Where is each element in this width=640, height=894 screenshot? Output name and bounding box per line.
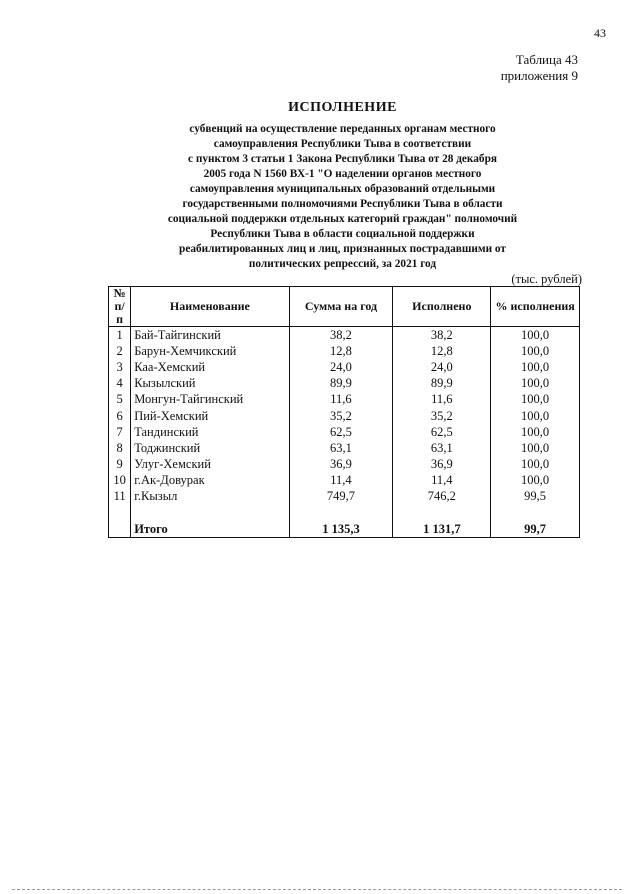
table-row [109, 457, 580, 473]
table-row [109, 473, 580, 489]
page-footer-divider [12, 889, 622, 890]
row-plan: 11,4 [289, 473, 393, 489]
subtitle-line: Республики Тыва в области социальной поддержки [210, 228, 475, 240]
row-num: 5 [109, 392, 131, 408]
table-row [109, 424, 580, 440]
row-pct: 100,0 [491, 343, 580, 359]
subtitle-line: политических репрессий, за 2021 год [248, 258, 437, 270]
total-num [109, 521, 131, 538]
row-pct: 100,0 [491, 473, 580, 489]
row-num: 2 [109, 343, 131, 359]
units-label: (тыс. рублей) [511, 272, 582, 286]
row-name: Улуг-Хемский [131, 457, 289, 473]
document-subtitle [0, 122, 640, 272]
document-title: ИСПОЛНЕНИЕ [288, 100, 397, 115]
execution-table [108, 286, 580, 538]
row-plan: 749,7 [289, 489, 393, 505]
table-reference [501, 52, 578, 84]
row-plan: 24,0 [289, 359, 393, 375]
row-num: 11 [109, 489, 131, 505]
table-row [109, 392, 580, 408]
table-row [109, 359, 580, 375]
header-name: Наименование [131, 287, 289, 327]
table-row [109, 343, 580, 359]
table-row [109, 376, 580, 392]
row-num: 10 [109, 473, 131, 489]
row-plan: 11,6 [289, 392, 393, 408]
row-done: 11,6 [393, 392, 491, 408]
row-done: 24,0 [393, 359, 491, 375]
row-name: г.Ак-Довурак [131, 473, 289, 489]
row-num: 9 [109, 457, 131, 473]
subtitle-line: с пунктом 3 статьи 1 Закона Республики Тыва от 28 декабря [188, 153, 497, 165]
row-pct: 100,0 [491, 440, 580, 456]
subtitle-line: 2005 года N 1560 ВХ-1 "О наделении органов местного [203, 168, 482, 180]
total-pct: 99,7 [491, 521, 580, 538]
subtitle-line: социальной поддержки отдельных категорий граждан" полномочий [167, 213, 518, 225]
row-done: 62,5 [393, 424, 491, 440]
table-header-row [109, 287, 580, 327]
subtitle-line: реабилитированных лиц и лиц, признанных пострадавшими от [179, 243, 506, 255]
page-number: 43 [594, 26, 606, 40]
subtitle-line: самоуправления Республики Тыва в соответствии [213, 138, 472, 150]
row-plan: 38,2 [289, 327, 393, 344]
row-num: 7 [109, 424, 131, 440]
row-pct: 100,0 [491, 327, 580, 344]
row-name: Бай-Тайгинский [131, 327, 289, 344]
row-plan: 36,9 [289, 457, 393, 473]
table-ref-line-2: приложения 9 [500, 68, 578, 83]
row-done: 38,2 [393, 327, 491, 344]
row-done: 89,9 [393, 376, 491, 392]
total-done: 1 131,7 [393, 521, 491, 538]
row-pct: 100,0 [491, 408, 580, 424]
row-name: Пий-Хемский [131, 408, 289, 424]
row-name: Кызылский [131, 376, 289, 392]
header-done: Исполнено [393, 287, 491, 327]
row-done: 36,9 [393, 457, 491, 473]
table-total-row [109, 521, 580, 538]
row-plan: 63,1 [289, 440, 393, 456]
row-done: 63,1 [393, 440, 491, 456]
table-row [109, 327, 580, 344]
header-plan: Сумма на год [289, 287, 393, 327]
row-name: г.Кызыл [131, 489, 289, 505]
row-done: 12,8 [393, 343, 491, 359]
row-done: 746,2 [393, 489, 491, 505]
row-name: Барун-Хемчикский [131, 343, 289, 359]
row-pct: 100,0 [491, 392, 580, 408]
row-name: Тоджинский [131, 440, 289, 456]
row-plan: 12,8 [289, 343, 393, 359]
table-row [109, 489, 580, 505]
row-name: Тандинский [131, 424, 289, 440]
header-num: № п/п [109, 287, 131, 327]
total-label: Итого [131, 521, 289, 538]
subtitle-line: самоуправления муниципальных образований отдельными [189, 183, 496, 195]
row-num: 1 [109, 327, 131, 344]
row-num: 8 [109, 440, 131, 456]
row-num: 6 [109, 408, 131, 424]
row-done: 35,2 [393, 408, 491, 424]
subtitle-line: субвенций на осуществление переданных органам местного [189, 123, 496, 135]
row-pct: 100,0 [491, 457, 580, 473]
row-done: 11,4 [393, 473, 491, 489]
row-plan: 35,2 [289, 408, 393, 424]
table-row [109, 408, 580, 424]
table-row [109, 440, 580, 456]
row-pct: 100,0 [491, 376, 580, 392]
row-pct: 100,0 [491, 424, 580, 440]
row-plan: 89,9 [289, 376, 393, 392]
subtitle-line: государственными полномочиями Республики Тыва в области [182, 198, 503, 210]
row-name: Монгун-Тайгинский [131, 392, 289, 408]
row-pct: 99,5 [491, 489, 580, 505]
row-name: Каа-Хемский [131, 359, 289, 375]
header-pct: % исполнения [491, 287, 580, 327]
row-pct: 100,0 [491, 359, 580, 375]
row-plan: 62,5 [289, 424, 393, 440]
table-ref-line-1: Таблица 43 [515, 52, 578, 67]
total-plan: 1 135,3 [289, 521, 393, 538]
row-num: 4 [109, 376, 131, 392]
row-num: 3 [109, 359, 131, 375]
table-spacer-row [109, 505, 580, 521]
